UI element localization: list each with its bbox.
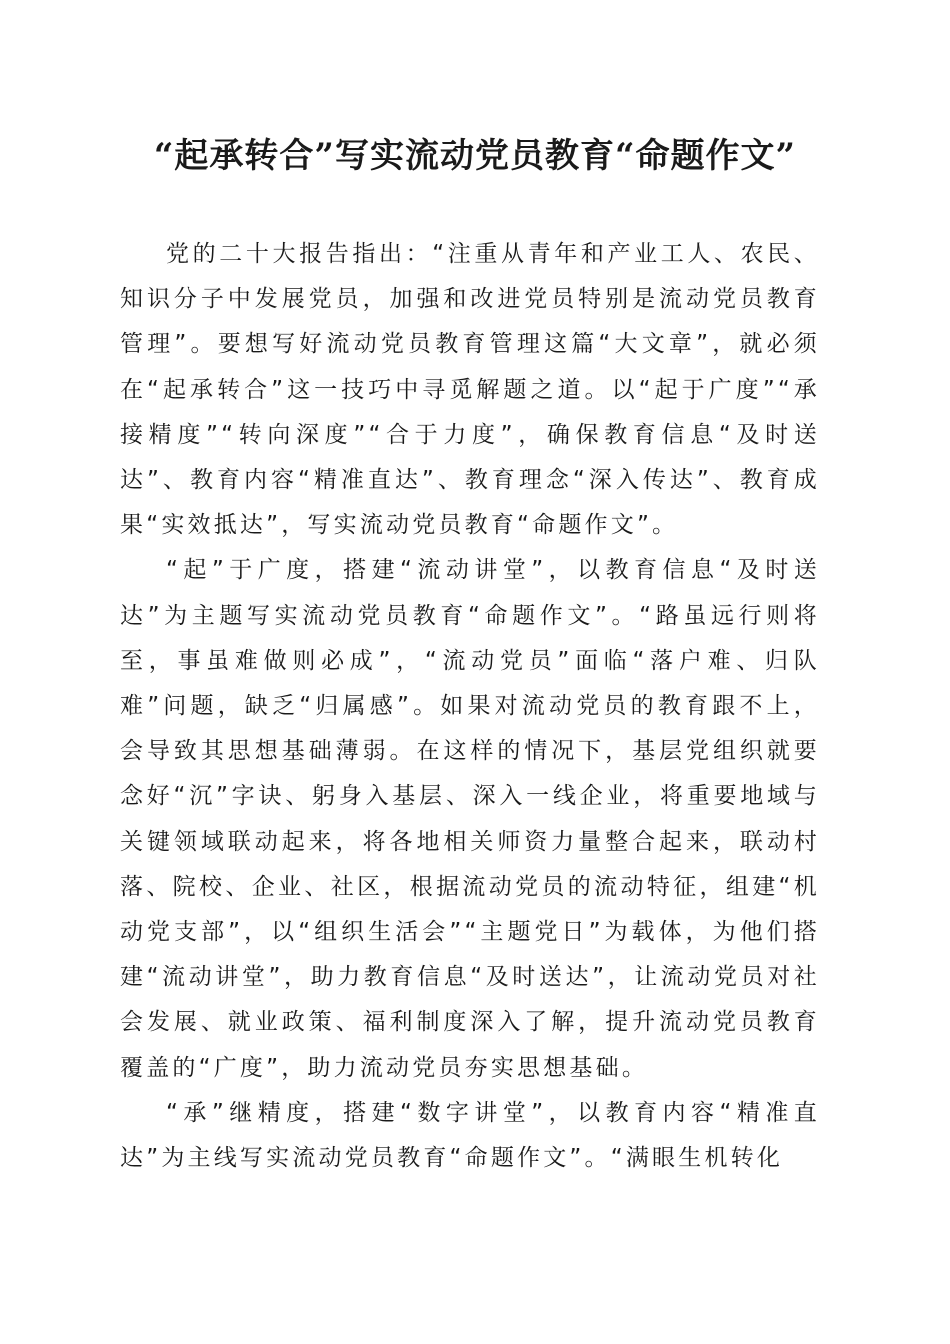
document-title: “起承转合”写实流动党员教育“命题作文” (153, 136, 797, 176)
paragraph-intro: 党的二十大报告指出：“注重从青年和产业工人、农民、知识分子中发展党员，加强和改进党员特别是流动党员教育管理”。要想写好流动党员教育管理这篇“大文章”，就必须在“起承转合”这一技巧中寻觅解题之道。以“起于广度”“承接精度”“转向深度”“合于力度”，确保教育信息“及时送达”、教育内容“精准直达”、教育理念“深入传达”、教育成果“实效抵达”，写实流动党员教育“命题作文”。 (120, 241, 820, 539)
document-body (120, 232, 820, 1181)
paragraph-cheng: “承”继精度，搭建“数字讲堂”，以教育内容“精准直达”为主线写实流动党员教育“命题作文”。“满眼生机转化 (120, 1099, 820, 1172)
paragraph-qi: “起”于广度，搭建“流动讲堂”，以教育信息“及时送达”为主题写实流动党员教育“命题作文”。“路虽远行则将至，事虽难做则必成”，“流动党员”面临“落户难、归队难”问题，缺乏“归属感”。如果对流动党员的教育跟不上，会导致其思想基础薄弱。在这样的情况下，基层党组织就要念好“沉”字诀、躬身入基层、深入一线企业，将重要地域与关键领域联动起来，将各地相关师资力量整合起来，联动村落、院校、企业、社区，根据流动党员的流动特征，组建“机动党支部”，以“组织生活会”“主题党日”为载体，为他们搭建“流动讲堂”，助力教育信息“及时送达”，让流动党员对社会发展、就业政策、福利制度深入了解，提升流动党员教育覆盖的“广度”，助力流动党员夯实思想基础。 (120, 557, 820, 1081)
